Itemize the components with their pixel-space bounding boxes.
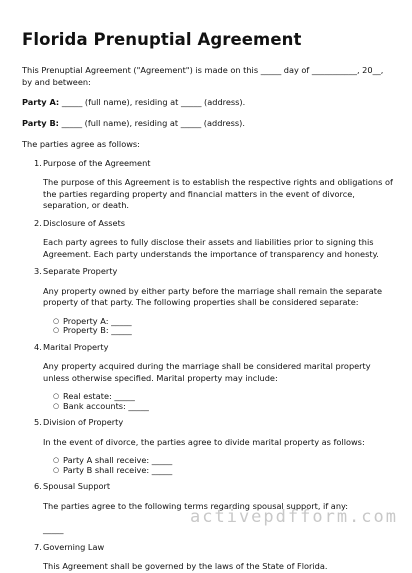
section-number: 5. [34,417,42,427]
agreement-intro: The parties agree as follows: [22,139,140,149]
section-heading [34,266,394,278]
section-number: 1. [34,157,42,168]
circle-bullet-icon: ○ [53,401,60,410]
sub-item-text: Property B: _____ [63,325,132,335]
party-a-text: _____ (full name), residing at _____ (address). [59,97,246,107]
sub-list [43,392,394,411]
section-body: This Agreement shall be governed by the laws of the State of Florida. [43,561,328,571]
circle-bullet-icon: ○ [53,316,60,325]
section-title: Governing Law [43,541,105,552]
section-title: Marital Property [43,341,109,352]
section-number: 6. [34,481,42,491]
circle-bullet-icon: ○ [53,392,60,400]
section-item [22,158,394,212]
section-body: Any property owned by either party before the marriage shall remain the separate property of that party. The following properties shall be considered separate: [43,285,383,307]
watermark: activepdfform.com [190,507,398,527]
sub-item-text: Party A shall receive: _____ [63,455,173,465]
section-number: 3. [34,266,42,276]
section-body: Each party agrees to fully disclose their assets and liabilities prior to signing this Agreement. Each party understands the importance of transparency and honesty. [43,237,379,259]
section-item [22,342,394,412]
sub-list-item [53,400,394,412]
section-title: Disclosure of Assets [43,217,126,228]
sub-list [43,317,394,336]
section-heading [34,157,394,170]
section-title: Division of Property [43,417,124,427]
party-a-label: Party A: [22,97,60,107]
party-b-line [22,118,394,130]
section-body: Any property acquired during the marriage shall be considered marital property unless otherwise specified. Marital property may include: [43,361,371,383]
circle-bullet-icon: ○ [53,456,60,464]
intro-paragraph: This Prenuptial Agreement ("Agreement") is made on this _____ day of ___________, 20__, by and between: [22,65,384,87]
sub-list [43,456,394,475]
section-body: In the event of divorce, the parties agree to divide marital property as follows: [43,436,365,447]
section-number: 4. [34,341,42,352]
party-b-text: _____ (full name), residing at _____ (address). [58,117,245,128]
sub-item-text: Property A: _____ [63,315,132,326]
circle-bullet-icon: ○ [53,465,60,474]
section-number: 2. [34,217,42,228]
section-item [22,266,394,336]
section-heading [34,341,394,354]
document-title: Florida Prenuptial Agreement [22,30,302,49]
section-item [22,218,394,261]
sub-item-text: Bank accounts: _____ [63,400,149,411]
document-page [22,0,394,573]
sub-list-item [53,325,394,336]
sub-list-item [53,464,394,476]
party-a-line [22,97,394,109]
section-body: The parties agree to the following terms regarding spousal support, if any: [43,500,349,511]
section-heading [34,481,394,493]
section-number: 7. [34,541,42,552]
circle-bullet-icon: ○ [53,326,60,334]
section-title: Separate Property [43,266,118,276]
blank-fill-line: _____ [43,524,64,534]
party-b-label: Party B: [22,117,59,128]
section-item [22,417,394,475]
section-heading [34,217,394,230]
sub-item-text: Real estate: _____ [63,391,135,401]
section-body: The purpose of this Agreement is to establish the respective rights and obligations of the parties regarding property and financial matters in the event of divorce, separation, or death. [43,177,393,210]
section-title: Spousal Support [43,481,111,491]
section-title: Purpose of the Agreement [43,157,151,168]
section-heading [34,541,394,554]
section-heading [34,417,394,429]
sub-item-text: Party B shall receive: _____ [63,464,173,475]
section-item [22,542,394,573]
